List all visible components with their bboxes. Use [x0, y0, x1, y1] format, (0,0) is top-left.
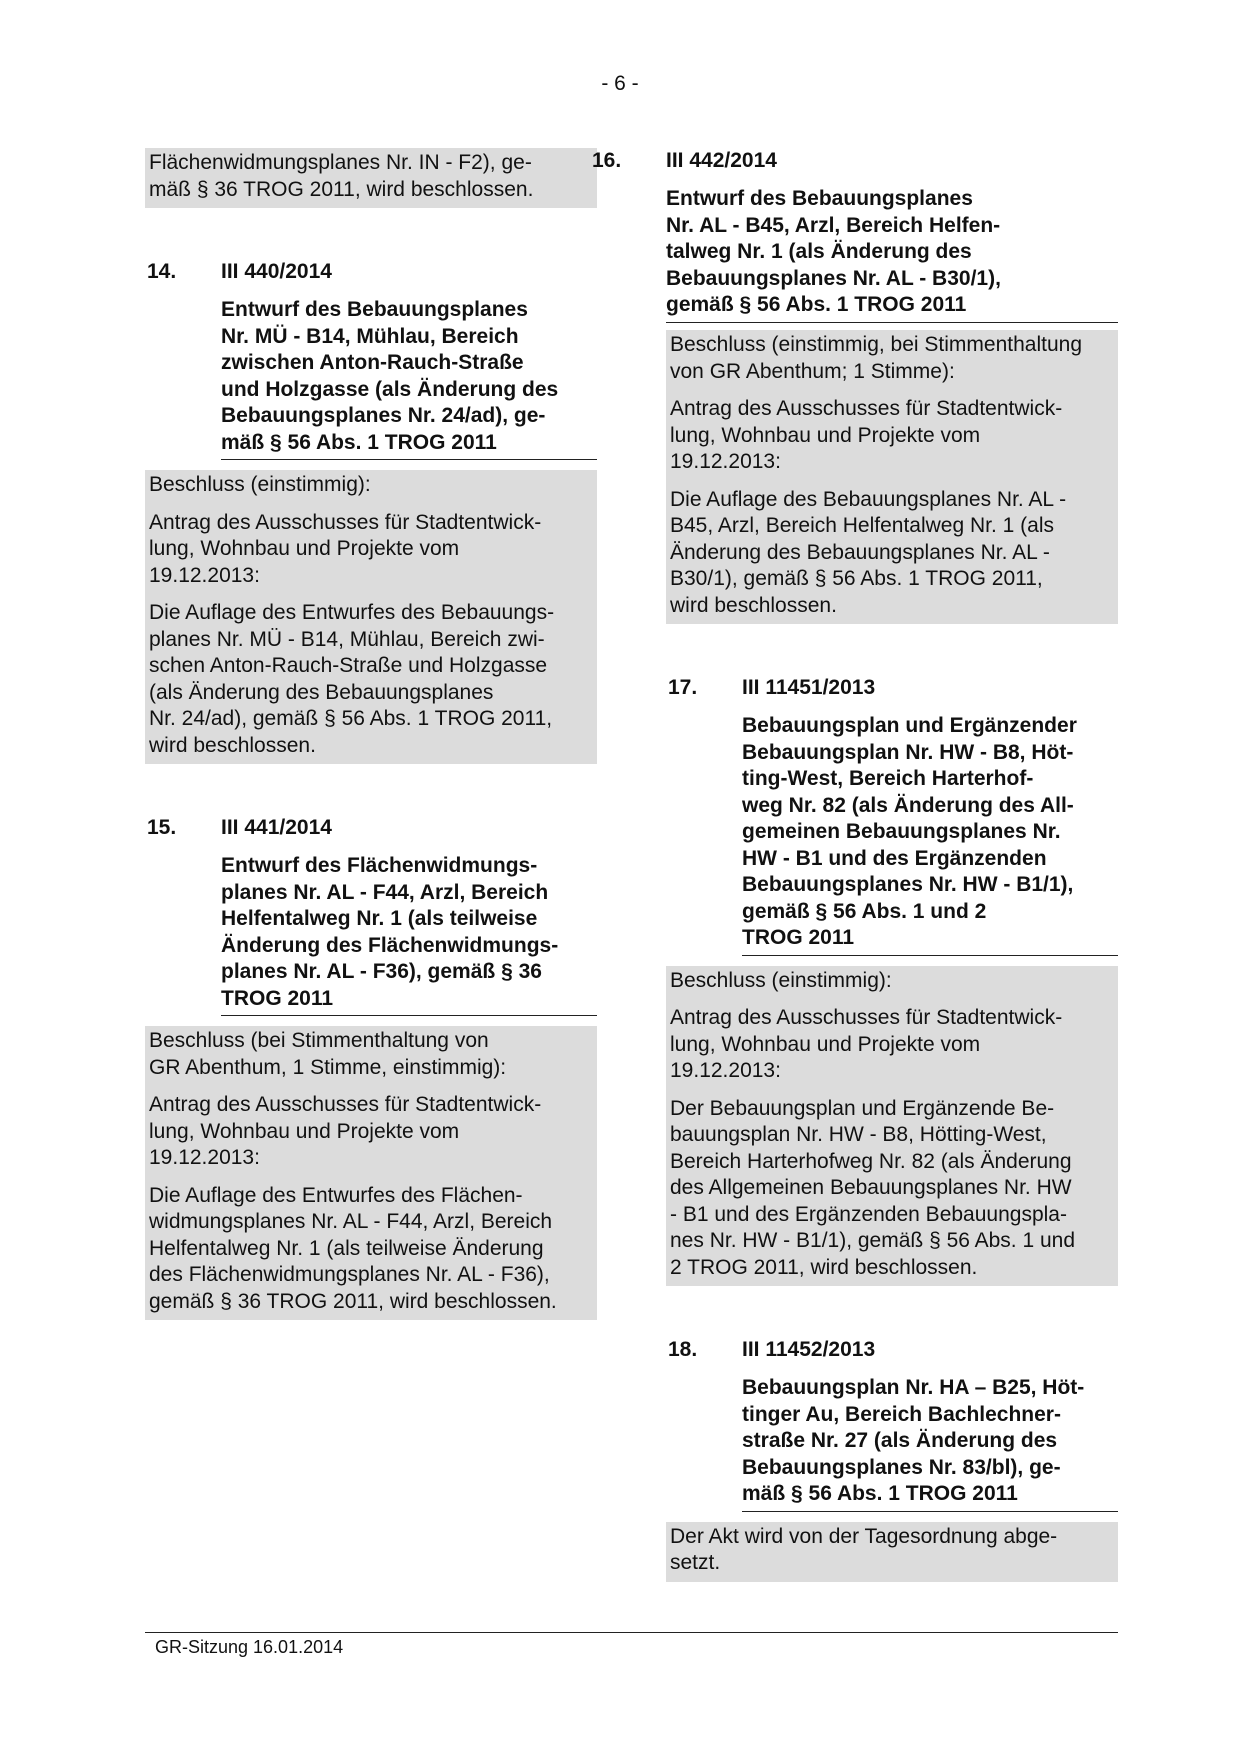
item-number: 16. [592, 149, 622, 172]
left-column [145, 148, 597, 1320]
agenda-item-18 [666, 1337, 1118, 1582]
resolution-text: Beschluss (einstimmig): [149, 473, 371, 496]
item-heading [666, 1337, 1118, 1512]
item-reference: III 442/2014 [666, 149, 777, 172]
note-text: Der Akt wird von der Tagesordnung abge- setzt. [670, 1524, 1058, 1574]
resolution-text: Beschluss (einstimmig, bei Stimmenthaltung von GR Abenthum; 1 Stimme): [670, 333, 1083, 383]
resolution-block [145, 1026, 597, 1320]
agenda-item-17 [666, 675, 1118, 1286]
resolution-block [145, 470, 597, 764]
decision-text: Die Auflage des Entwurfes des Flächen- widmungsplanes Nr. AL - F44, Arzl, Bereich Helfentalweg Nr. 1 (als teilweise Änderung des Flächenwidmungsplanes Nr. AL - F36), gemäß § 36 TROG 2011, wird beschlossen. [149, 1183, 557, 1313]
item-number: 17. [668, 676, 698, 699]
resolution-block [666, 966, 1118, 1287]
right-column-body [666, 330, 1118, 1582]
continuation-text: Flächenwidmungsplanes Nr. IN - F2), ge- mäß § 36 TROG 2011, wird beschlossen. [149, 151, 534, 201]
resolution-text: Beschluss (bei Stimmenthaltung von GR Abenthum, 1 Stimme, einstimmig): [149, 1029, 507, 1079]
item-reference: III 441/2014 [221, 816, 332, 839]
item-heading [666, 675, 1118, 956]
item-title: Bebauungsplan und Ergänzender Bebauungsplan Nr. HW - B8, Höt- ting-West, Bereich Harterhof- weg Nr. 82 (als Änderung des All- gemeinen Bebauungsplanes Nr. HW - B1 und des Ergänzenden Bebauungsplanes Nr. HW - B1/1), gemäß § 56 Abs. 1 und 2 TROG 2011 [742, 675, 1118, 956]
agenda-item-14 [145, 259, 597, 764]
item-number: 18. [668, 1338, 698, 1361]
decision-text: Der Bebauungsplan und Ergänzende Be- bauungsplan Nr. HW - B8, Hötting-West, Bereich Harterhofweg Nr. 82 (als Änderung des Allgemeinen Bebauungsplanes Nr. HW - B1 und des Ergänzenden Bebauungspla- nes Nr. HW - B1/1), gemäß § 56 Abs. 1 und 2 TROG 2011, wird beschlossen. [670, 1096, 1076, 1279]
motion-text: Antrag des Ausschusses für Stadtentwick- lung, Wohnbau und Projekte vom 19.12.2013: [149, 510, 542, 587]
item-number: 14. [147, 260, 177, 283]
item-heading [590, 148, 1118, 323]
item-title: Entwurf des Bebauungsplanes Nr. MÜ - B14, Mühlau, Bereich zwischen Anton-Rauch-Straße und Holzgasse (als Änderung des Bebauungsplanes Nr. 24/ad), ge- mäß § 56 Abs. 1 TROG 2011 [221, 259, 597, 460]
item-reference: III 440/2014 [221, 260, 332, 283]
agenda-item-16 [592, 148, 1118, 323]
continuation-block [145, 148, 597, 208]
resolution-text: Beschluss (einstimmig): [670, 968, 892, 992]
motion-text: Antrag des Ausschusses für Stadtentwick- lung, Wohnbau und Projekte vom 19.12.2013: [670, 397, 1063, 473]
item-reference: III 11451/2013 [742, 676, 876, 699]
item-title: Bebauungsplan Nr. HA – B25, Höt- tinger Au, Bereich Bachlechner- straße Nr. 27 (als Änderung des Bebauungsplanes Nr. 83/bl), ge- mäß § 56 Abs. 1 TROG 2011 [742, 1337, 1118, 1512]
motion-text: Antrag des Ausschusses für Stadtentwick- lung, Wohnbau und Projekte vom 19.12.2013: [670, 1006, 1063, 1082]
footer-text: GR-Sitzung 16.01.2014 [155, 1637, 344, 1657]
item-number: 15. [147, 816, 177, 839]
item-title: Entwurf des Bebauungsplanes Nr. AL - B45, Arzl, Bereich Helfen- talweg Nr. 1 (als Änderung des Bebauungsplanes Nr. AL - B30/1), gemäß § 56 Abs. 1 TROG 2011 [666, 148, 1118, 323]
item-heading [145, 815, 597, 1016]
right-column [592, 148, 1118, 323]
decision-text: Die Auflage des Entwurfes des Bebauungs- planes Nr. MÜ - B14, Mühlau, Bereich zwi- schen Anton-Rauch-Straße und Holzgasse (als Änderung des Bebauungsplanes Nr. 24/ad), gemäß § 56 Abs. 1 TROG 2011, wird beschlossen. [149, 601, 555, 757]
item-heading [145, 259, 597, 460]
note-block [666, 1522, 1118, 1582]
item-reference: III 11452/2013 [742, 1338, 876, 1361]
resolution-block [666, 330, 1118, 624]
page-footer [145, 1632, 1118, 1658]
motion-text: Antrag des Ausschusses für Stadtentwick- lung, Wohnbau und Projekte vom 19.12.2013: [149, 1093, 542, 1169]
agenda-item-15 [145, 815, 597, 1320]
page-number: - 6 - [601, 72, 639, 95]
decision-text: Die Auflage des Bebauungsplanes Nr. AL - B45, Arzl, Bereich Helfentalweg Nr. 1 (als Änderung des Bebauungsplanes Nr. AL - B30/1), gemäß § 56 Abs. 1 TROG 2011, wird beschlossen. [670, 487, 1067, 617]
item-title: Entwurf des Flächenwidmungs- planes Nr. AL - F44, Arzl, Bereich Helfentalweg Nr. 1 (als teilweise Änderung des Flächenwidmungs- planes Nr. AL - F36), gemäß § 36 TROG 2011 [221, 815, 597, 1016]
